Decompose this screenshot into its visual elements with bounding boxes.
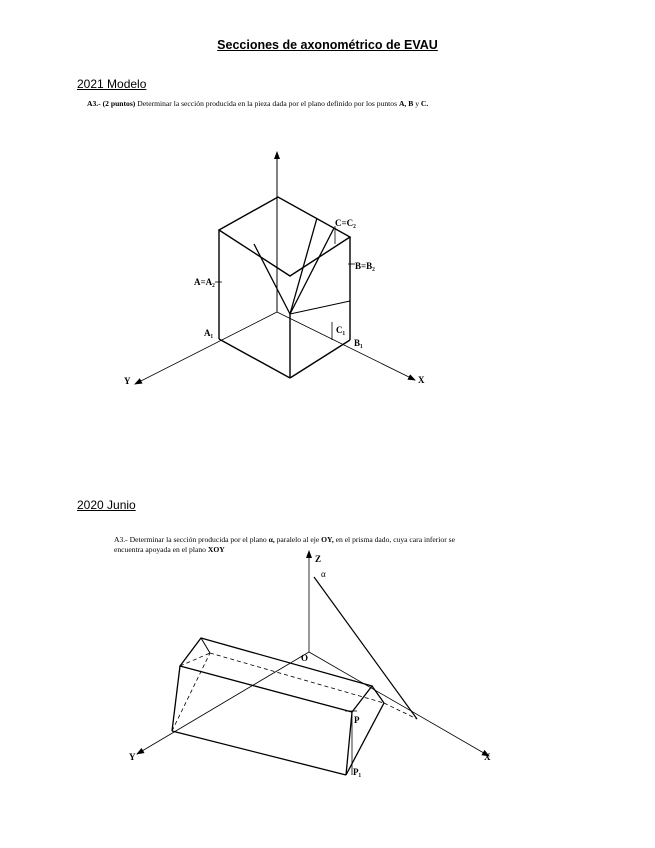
figure-2021-labels <box>124 218 425 386</box>
problem2-text-c: en el prisma dado, cuya cara inferior se <box>335 535 455 544</box>
prism-bottom-edge <box>172 731 346 775</box>
label-y: Y <box>124 376 131 386</box>
label-alpha: α <box>321 569 326 579</box>
page-title: Secciones de axonométrico de EVAU <box>217 38 438 52</box>
section-heading-2021: 2021 Modelo <box>77 77 147 91</box>
section-edge-middle <box>290 218 317 314</box>
y-axis-line <box>135 312 277 384</box>
label-p: P <box>354 715 360 725</box>
label-z: Z <box>315 554 322 564</box>
problem2-statement-line2 <box>114 545 225 554</box>
label-y: Y <box>129 752 136 762</box>
bottom-right-edge <box>290 340 350 378</box>
label-b: B=B₂ <box>355 261 375 271</box>
label-x: X <box>418 375 425 385</box>
label-x: X <box>484 752 491 762</box>
problem1-points: (2 puntos) <box>102 99 136 108</box>
prism-left-front-edge <box>172 666 180 731</box>
label-c: C=C₂ <box>335 218 356 228</box>
problem2-text-d: encuentra apoyada en el plano <box>114 545 206 554</box>
problem2-text-a: A3.- Determinar la sección producida por el plano <box>114 535 267 544</box>
problem2-xoy: XOY <box>207 545 225 554</box>
problem1-text: Determinar la sección producida en la pieza dada por el plano definido por los puntos <box>137 99 398 108</box>
hidden-edge-left-diag <box>172 653 210 731</box>
problem1-id: A3.- <box>87 99 101 108</box>
x-axis-line <box>277 312 415 380</box>
problem2-text-b: paralelo al eje <box>276 535 320 544</box>
x-axis-line <box>309 652 489 756</box>
problem2-alpha: α, <box>268 535 275 544</box>
hidden-edge-right <box>384 703 417 719</box>
y-axis-line <box>137 652 309 754</box>
figure-2020-labels <box>129 554 491 777</box>
section-heading-2020: 2020 Junio <box>77 498 136 512</box>
problem1-y: y <box>415 99 420 108</box>
section-edge-b <box>290 301 350 314</box>
problem2-oy: OY, <box>321 535 334 544</box>
label-c1: C₁ <box>336 325 346 335</box>
problem2-statement-line1 <box>114 535 455 544</box>
section-edge-left <box>254 244 290 314</box>
label-a1: A₁ <box>204 328 214 338</box>
figure-2020-prism <box>137 551 489 775</box>
bottom-left-edge <box>219 339 290 378</box>
label-a: A=A₂ <box>194 277 215 287</box>
problem1-points-list: A, B <box>398 99 414 108</box>
label-b1: B₁ <box>354 338 363 348</box>
label-p1: P₁ <box>353 767 362 777</box>
label-o: O <box>301 653 309 663</box>
prism-top-face <box>180 638 372 712</box>
problem1-last: C. <box>420 99 429 108</box>
